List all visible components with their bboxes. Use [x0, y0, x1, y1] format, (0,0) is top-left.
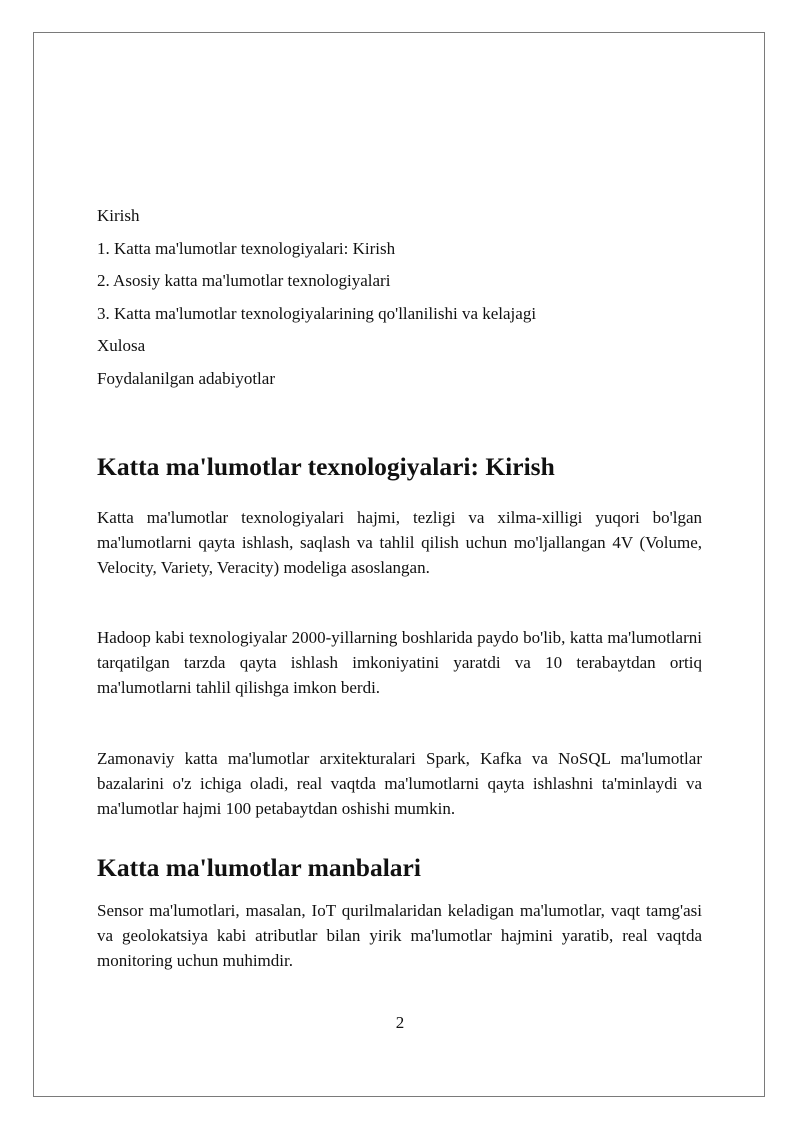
toc-item-chapter-1: 1. Katta ma'lumotlar texnologiyalari: Kirish — [97, 238, 396, 258]
paragraph: Hadoop kabi texnologiyalar 2000-yillarning boshlarida paydo bo'lib, katta ma'lumotlarni tarqatilgan tarzda qayta ishlash imkoniyatini yaratdi va 10 terabaytdan ortiq ma'lumotlarni tahlil qilishga imkon berdi. — [97, 628, 702, 697]
section-heading-introduction: Katta ma'lumotlar texnologiyalari: Kirish — [97, 452, 555, 481]
page-content — [97, 200, 702, 973]
toc-item-references: Foydalanilgan adabiyotlar — [97, 368, 275, 388]
toc-item-conclusion: Xulosa — [97, 336, 146, 355]
paragraph: Katta ma'lumotlar texnologiyalari hajmi, tezligi va xilma-xilligi yuqori bo'lgan ma'lumotlarni qayta ishlash, saqlash va tahlil qilish uchun mo'ljallangan 4V (Volume, Velocity, Variety, Veracity) modeliga asoslangan. — [97, 508, 702, 577]
section-heading-data-sources: Katta ma'lumotlar manbalari — [97, 853, 421, 882]
paragraph: Sensor ma'lumotlari, masalan, IoT qurilmalaridan keladigan ma'lumotlar, vaqt tamg'asi va geolokatsiya kabi atributlar bilan yirik ma'lumotlar hajmini yaratib, real vaqtda monitoring uchun muhimdir. — [97, 901, 702, 970]
toc-item-chapter-3: 3. Katta ma'lumotlar texnologiyalarining qo'llanilishi va kelajagi — [97, 303, 537, 323]
page-number: 2 — [395, 1013, 405, 1032]
toc-item-chapter-2: 2. Asosiy katta ma'lumotlar texnologiyalari — [97, 271, 391, 290]
toc-item-introduction: Kirish — [97, 206, 140, 225]
paragraph: Zamonaviy katta ma'lumotlar arxitekturalari Spark, Kafka va NoSQL ma'lumotlar bazalarini o'z ichiga oladi, real vaqtda ma'lumotlarni qayta ishlashni ta'minlaydi va ma'lumotlar hajmi 100 petabaytdan oshishi mumkin. — [97, 749, 702, 818]
table-of-contents — [97, 200, 702, 395]
